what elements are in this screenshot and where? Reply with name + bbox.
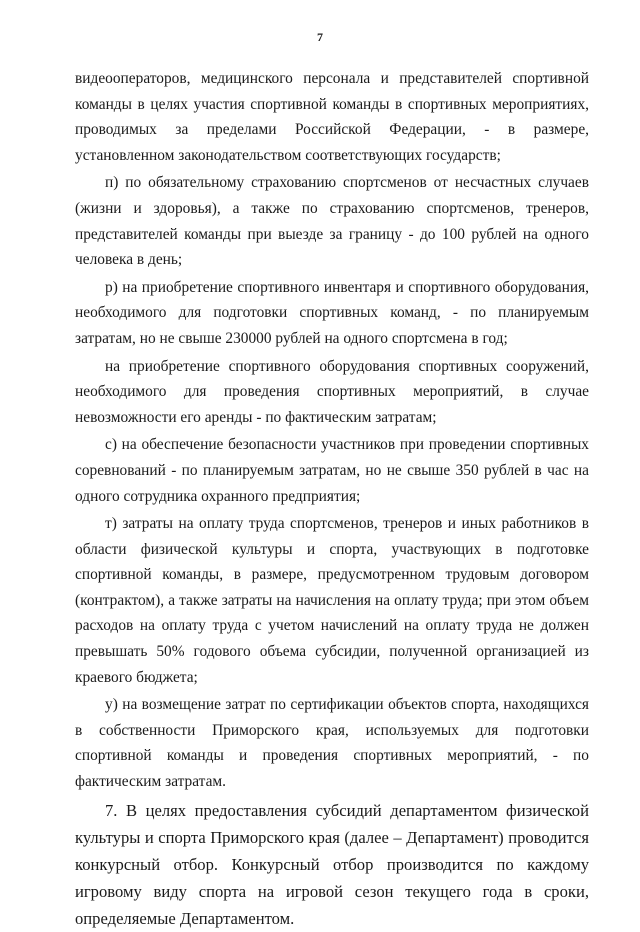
paragraph-item-s: с) на обеспечение безопасности участников при проведении спортивных соревнований - по планируемым затратам, но не свыше 350 рублей в час на одного сотрудника охранного предприятия; [75,436,589,505]
document-body [75,66,589,932]
paragraph-continuation: видеооператоров, медицинского персонала и представителей спортивной команды в целях участия спортивной команды в спортивных мероприятиях, проводимых за пределами Российской Федерации, - в размере, установленном законодательством соответствующих государств; [75,70,589,164]
paragraph-point-7: 7. В целях предоставления субсидий департаментом физической культуры и спорта Приморского края (далее – Департамент) проводится конкурсный отбор. Конкурсный отбор производится по каждому игровому виду спорта на игровой сезон текущего года в сроки, определяемые Департаментом. [75,800,589,928]
paragraph-item-t: т) затраты на оплату труда спортсменов, тренеров и иных работников в области физической культуры и спорта, участвующих в подготовке спортивной команды, в размере, предусмотренном трудовым договором (контрактом), а также затраты на начисления на оплату труда; при этом объем расходов на оплату труда с учетом начислений на оплату труда не должен превышать 50% годового объема субсидии, полученной организацией из краевого бюджета; [75,515,589,686]
paragraph-item-r: р) на приобретение спортивного инвентаря и спортивного оборудования, необходимого для подготовки спортивных команд, - по планируемым затратам, но не свыше 230000 рублей на одного спортсмена в год; [75,278,589,347]
paragraph-item-u: у) на возмещение затрат по сертификации объектов спорта, находящихся в собственности Приморского края, используемых для подготовки спортивной команды и проведения спортивных мероприятий, - по фактическим затратам. [75,696,589,791]
page-number: 7 [317,30,323,44]
paragraph-item-r-continued: на приобретение спортивного оборудования спортивных сооружений, необходимого для проведения спортивных мероприятий, в случае невозможности его аренды - по фактическим затратам; [75,357,589,426]
paragraph-item-p: п) по обязательному страхованию спортсменов от несчастных случаев (жизни и здоровья), а также по страхованию спортсменов, тренеров, представителей команды при выезде за границу - до 100 рублей на одного человека в день; [75,174,589,269]
